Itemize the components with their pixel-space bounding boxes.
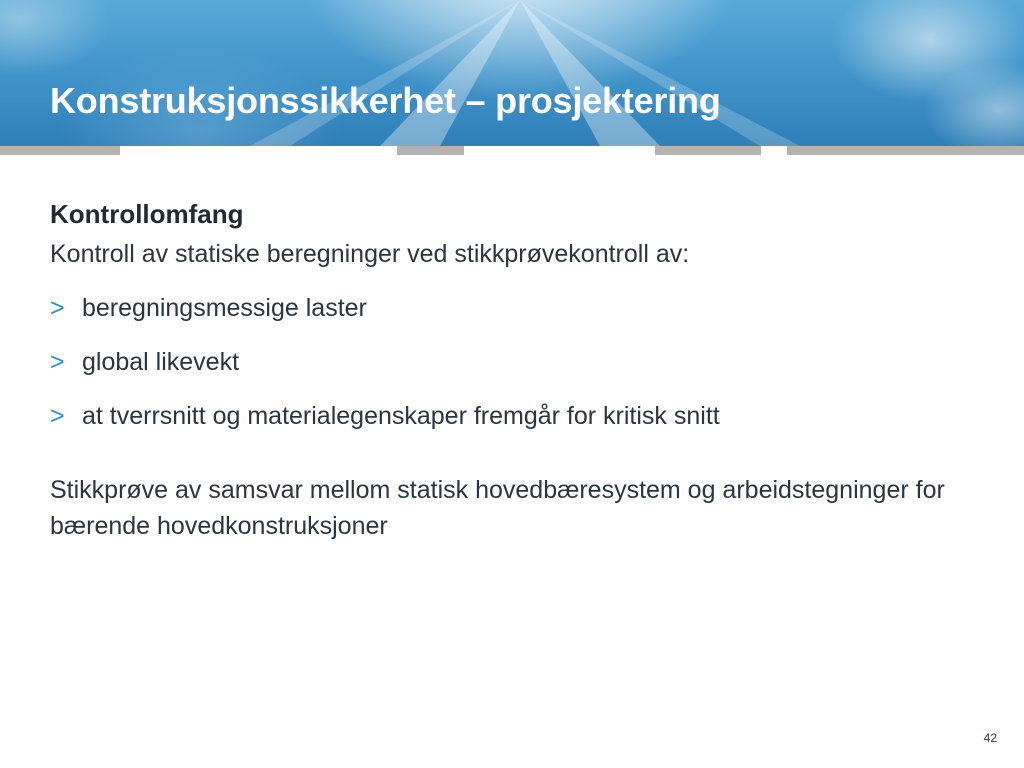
- accent-segment: [397, 146, 464, 155]
- sky-rays-decoration: [0, 0, 1024, 146]
- accent-segment: [0, 146, 120, 155]
- header-accent-bar: [0, 146, 1024, 155]
- section-heading: Kontrollomfang: [50, 199, 244, 229]
- page-number: 42: [983, 731, 997, 745]
- bullet-item: [50, 344, 990, 380]
- slide-body: [50, 192, 990, 544]
- closing-text: Stikkprøve av samsvar mellom statisk hovedbæresystem og arbeidstegninger for bærende hovedkonstruksjoner: [50, 476, 945, 540]
- accent-segment: [655, 146, 761, 155]
- bullet-text: at tverrsnitt og materialegenskaper fremgår for kritisk snitt: [82, 402, 720, 430]
- slide-title: Konstruksjonssikkerhet – prosjektering: [50, 80, 721, 121]
- accent-segment: [787, 146, 1024, 155]
- bullet-text: global likevekt: [82, 348, 240, 376]
- chevron-right-icon: >: [50, 402, 65, 430]
- bullet-item: [50, 290, 990, 326]
- chevron-right-icon: >: [50, 348, 65, 376]
- header-banner: [0, 0, 1024, 146]
- intro-text: Kontroll av statiske beregninger ved stikkprøvekontroll av:: [50, 240, 690, 268]
- chevron-right-icon: >: [50, 294, 65, 322]
- bullet-item: [50, 398, 990, 434]
- bullet-text: beregningsmessige laster: [82, 294, 367, 322]
- bullet-list: [50, 290, 990, 434]
